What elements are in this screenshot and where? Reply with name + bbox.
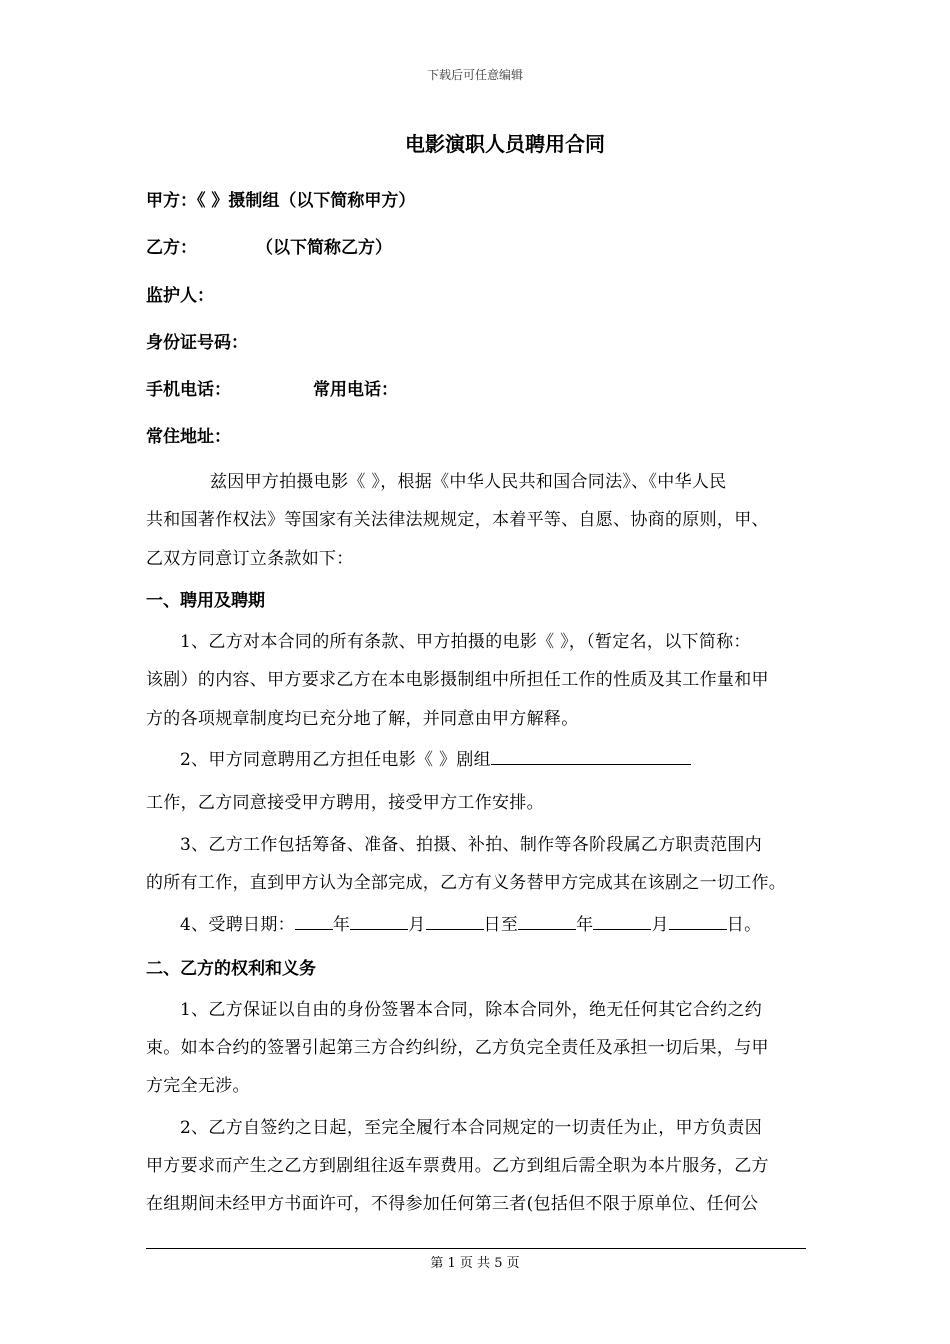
id-number-field: 身份证号码： bbox=[146, 333, 248, 353]
month-label: 月 bbox=[651, 915, 669, 935]
month-label: 月 bbox=[408, 915, 426, 935]
section-heading-1: 一、聘用及聘期 bbox=[146, 591, 265, 611]
day-end-label: 日。 bbox=[726, 915, 762, 935]
day-to-label: 日至 bbox=[483, 915, 519, 935]
start-year-blank bbox=[295, 911, 333, 930]
role-text: 2、甲方同意聘用乙方担任电影《 》剧组 bbox=[180, 750, 491, 770]
end-month-blank bbox=[593, 911, 651, 930]
end-year-blank bbox=[518, 911, 576, 930]
start-day-blank bbox=[426, 911, 484, 930]
header-note: 下载后可任意编辑 bbox=[426, 68, 523, 82]
role-blank bbox=[491, 746, 691, 765]
guardian-field: 监护人： bbox=[146, 286, 214, 306]
paragraph-line: 3、乙方工作包括筹备、准备、拍摄、补拍、制作等各阶段属乙方职责范围内 bbox=[180, 835, 763, 855]
paragraph-line: 工作，乙方同意接受甲方聘用，接受甲方工作安排。 bbox=[146, 793, 544, 813]
start-month-blank bbox=[350, 911, 408, 930]
paragraph-line: 的所有工作，直到甲方认为全部完成，乙方有义务替甲方完成其在该剧之一切工作。 bbox=[146, 873, 787, 893]
year-label: 年 bbox=[576, 915, 594, 935]
intro-line: 兹因甲方拍摄电影《 》，根据《中华人民共和国合同法》、《中华人民 bbox=[210, 472, 727, 492]
paragraph-line: 束。如本合约的签署引起第三方合约纠纷，乙方负完全责任及承担一切后果，与甲 bbox=[146, 1038, 769, 1058]
party-b-suffix: （以下简称乙方） bbox=[256, 238, 392, 258]
paragraph-line: 方的各项规章制度均已充分地了解，并同意由甲方解释。 bbox=[146, 709, 579, 729]
paragraph-line: 该剧）的内容、甲方要求乙方在本电影摄制组中所担任工作的性质及其工作量和甲 bbox=[146, 670, 769, 690]
page-number: 第 1 页 共 5 页 bbox=[430, 1256, 520, 1271]
paragraph-line: 1、乙方对本合同的所有条款、甲方拍摄的电影《 》，（暂定名，以下简称： bbox=[180, 632, 751, 652]
paragraph-line: 方完全无涉。 bbox=[146, 1076, 250, 1096]
end-day-blank bbox=[669, 911, 727, 930]
year-label: 年 bbox=[332, 915, 351, 935]
paragraph-line: 甲方要求而产生之乙方到剧组往返车票费用。乙方到组后需全职为本片服务，乙方 bbox=[146, 1156, 769, 1176]
employment-dates-line bbox=[180, 910, 761, 935]
section-heading-2: 二、乙方的权利和义务 bbox=[146, 959, 316, 979]
paragraph-line: 在组期间未经甲方书面许可，不得参加任何第三者(包括但不限于原单位、任何公 bbox=[146, 1194, 759, 1214]
mobile-field: 手机电话： bbox=[146, 380, 231, 400]
phone-field: 常用电话： bbox=[313, 380, 398, 400]
document-title: 电影演职人员聘用合同 bbox=[405, 132, 605, 156]
dates-label: 4、受聘日期： bbox=[180, 915, 295, 935]
paragraph-line: 1、乙方保证以自由的身份签署本合同，除本合同外，绝无任何其它合约之约 bbox=[180, 1000, 763, 1020]
intro-line: 乙双方同意订立条款如下： bbox=[146, 549, 354, 569]
party-a-field: 甲方：《 》摄制组（以下简称甲方） bbox=[146, 191, 416, 211]
intro-line: 共和国著作权法》等国家有关法律法规规定，本着平等、自愿、协商的原则，甲、 bbox=[146, 510, 769, 530]
paragraph-line bbox=[180, 745, 691, 770]
party-b-label: 乙方： bbox=[146, 238, 197, 258]
address-field: 常住地址： bbox=[146, 427, 231, 447]
paragraph-line: 2、乙方自签约之日起，至完全履行本合同规定的一切责任为止，甲方负责因 bbox=[180, 1118, 763, 1138]
footer-divider bbox=[146, 1248, 806, 1249]
